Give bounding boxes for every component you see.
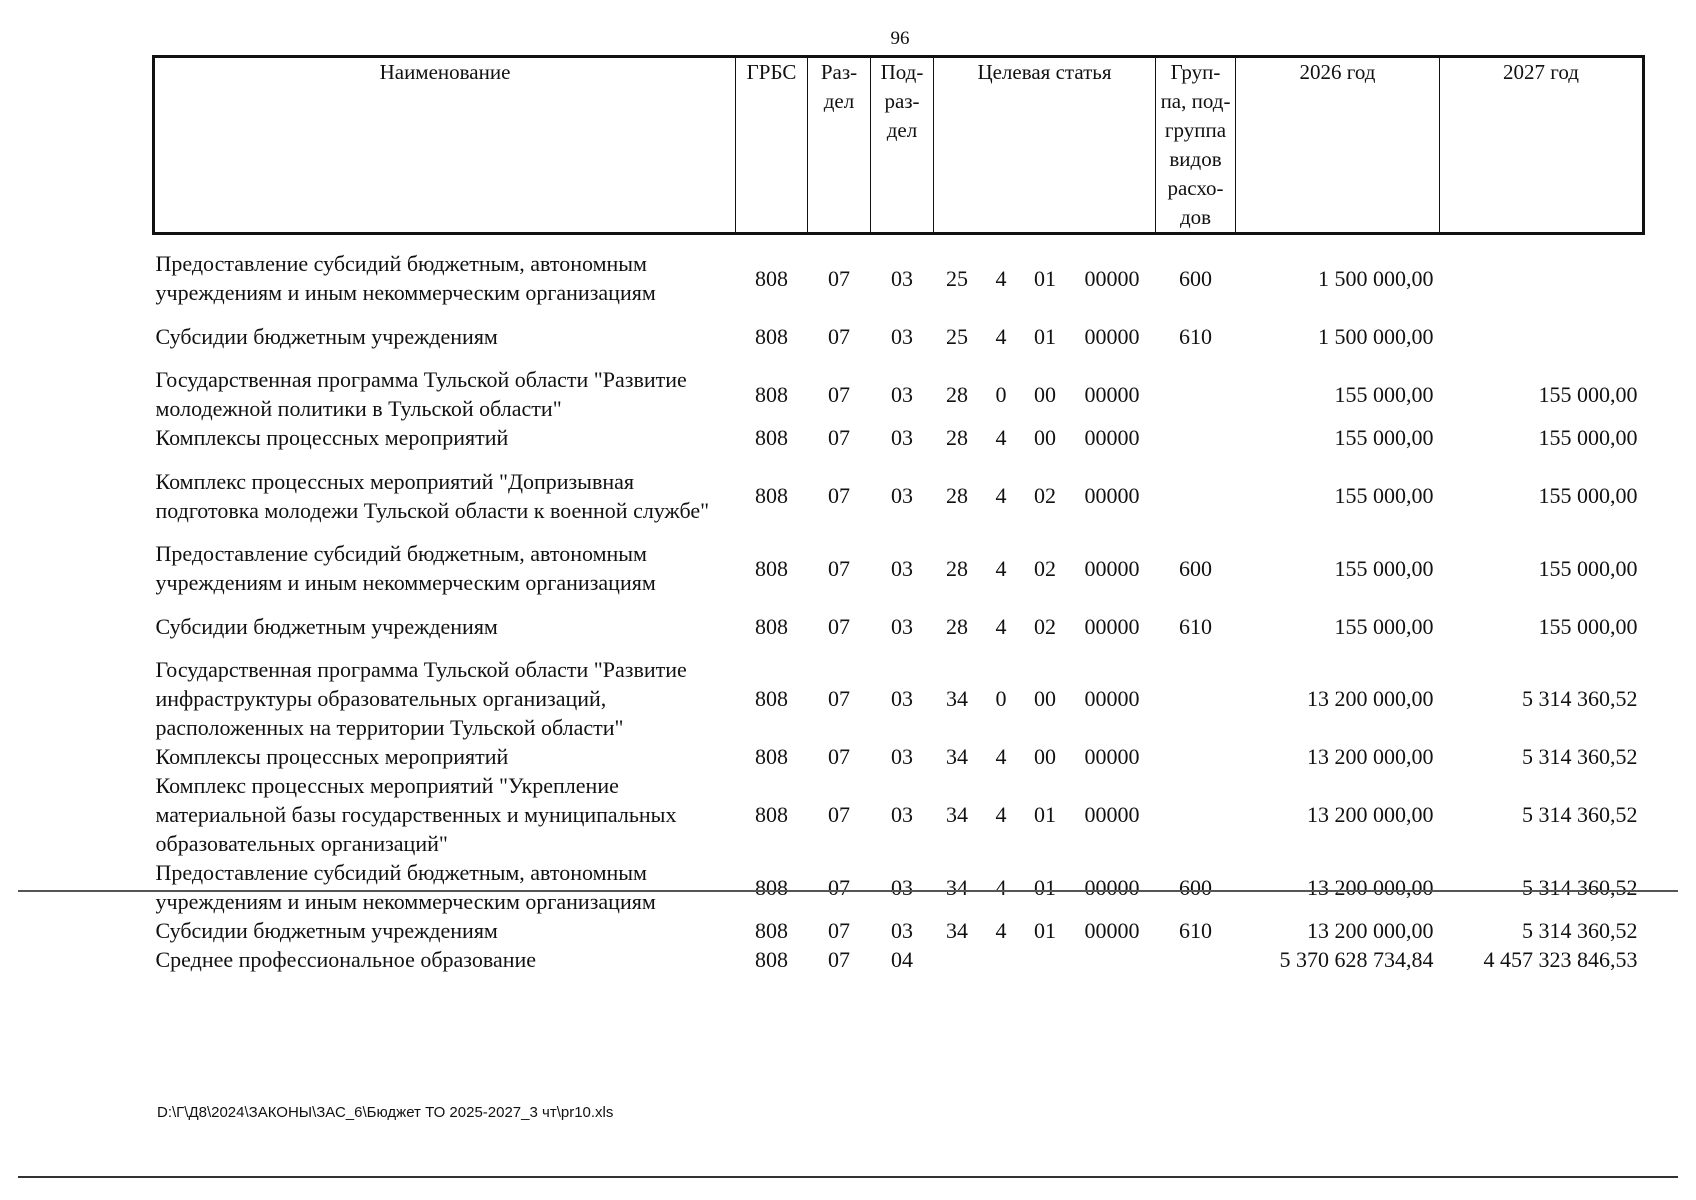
row-podrazdel: 04 — [891, 947, 913, 972]
row-cs-type: 4 — [995, 323, 1007, 349]
row-grbs: 808 — [755, 947, 788, 972]
row-podrazdel: 03 — [891, 483, 913, 508]
row-amount-2027: 155 000,00 — [1538, 555, 1638, 581]
row-vid-rashodov — [1156, 945, 1236, 974]
row-name: Субсидии бюджетным учреждениям — [155, 323, 498, 349]
row-name: Государственная программа Тульской области "Развитие молодежной политики в Тульской области" — [155, 367, 687, 421]
row-cs-structural: 01 — [1034, 874, 1056, 900]
row-cs-type: 0 — [995, 686, 1007, 711]
row-amount-2026: 1 500 000,00 — [1318, 265, 1434, 291]
row-podrazdel: 03 — [891, 265, 913, 291]
row-grbs: 808 — [755, 265, 788, 291]
row-cs-program: 28 — [946, 555, 968, 581]
row-vid-rashodov — [1156, 742, 1236, 771]
row-cs-program: 34 — [946, 918, 968, 943]
row-cs-program: 28 — [946, 613, 968, 639]
row-vid-rashodov — [1156, 655, 1236, 742]
table-row — [154, 945, 1644, 974]
row-cs-type — [981, 945, 1022, 974]
row-vid-rashodov — [1156, 423, 1236, 452]
row-amount-2027: 155 000,00 — [1538, 425, 1638, 450]
table-row — [154, 597, 1644, 655]
row-amount-2027: 5 314 360,52 — [1522, 874, 1638, 900]
row-vid-rashodov — [1156, 452, 1236, 539]
row-name: Предоставление субсидий бюджетным, автономным учреждениям и иным некоммерческим организациям — [155, 860, 656, 914]
row-amount-2026: 13 200 000,00 — [1307, 802, 1434, 827]
row-grbs: 808 — [755, 802, 788, 827]
row-cs-direction — [1069, 945, 1156, 974]
row-cs-structural: 01 — [1034, 265, 1056, 291]
row-podrazdel: 03 — [891, 613, 913, 639]
row-cs-type: 4 — [995, 555, 1007, 581]
table-row — [154, 916, 1644, 945]
row-name: Субсидии бюджетным учреждениям — [155, 918, 498, 943]
row-cs-program: 28 — [946, 483, 968, 508]
row-grbs: 808 — [755, 483, 788, 508]
header-grbs: ГРБС — [736, 57, 808, 234]
row-amount-2027: 5 314 360,52 — [1522, 918, 1638, 943]
row-amount-2027: 155 000,00 — [1538, 381, 1638, 407]
row-razdel: 07 — [828, 918, 850, 943]
row-razdel: 07 — [828, 874, 850, 900]
bottom-rule — [18, 1176, 1678, 1178]
row-razdel: 07 — [828, 613, 850, 639]
row-cs-structural: 02 — [1034, 555, 1056, 581]
row-podrazdel: 03 — [891, 323, 913, 349]
row-razdel: 07 — [828, 265, 850, 291]
row-vid-rashodov: 610 — [1179, 918, 1212, 943]
row-amount-2026: 13 200 000,00 — [1307, 874, 1434, 900]
row-razdel: 07 — [828, 323, 850, 349]
row-podrazdel: 03 — [891, 686, 913, 711]
table-row — [154, 771, 1644, 858]
row-amount-2026: 13 200 000,00 — [1307, 744, 1434, 769]
row-razdel: 07 — [828, 802, 850, 827]
row-amount-2027: 5 314 360,52 — [1522, 744, 1638, 769]
row-grbs: 808 — [755, 918, 788, 943]
row-grbs: 808 — [755, 381, 788, 407]
row-cs-program: 34 — [946, 744, 968, 769]
row-amount-2026: 13 200 000,00 — [1307, 918, 1434, 943]
row-grbs: 808 — [755, 323, 788, 349]
row-cs-structural: 00 — [1034, 381, 1056, 407]
row-name: Предоставление субсидий бюджетным, автономным учреждениям и иным некоммерческим организациям — [155, 541, 656, 595]
row-cs-program: 34 — [946, 802, 968, 827]
row-razdel: 07 — [828, 381, 850, 407]
row-amount-2027: 5 314 360,52 — [1522, 802, 1638, 827]
row-razdel: 07 — [828, 425, 850, 450]
row-cs-type: 4 — [995, 613, 1007, 639]
row-name: Комплекс процессных мероприятий "Допризывная подготовка молодежи Тульской области к военной службе" — [155, 468, 710, 523]
row-amount-2027: 4 457 323 846,53 — [1483, 947, 1638, 972]
row-vid-rashodov: 600 — [1179, 874, 1212, 900]
row-razdel: 07 — [828, 483, 850, 508]
row-name: Государственная программа Тульской области "Развитие инфраструктуры образовательных организаций, расположенных на территории Тульской области" — [155, 657, 687, 740]
row-amount-2026: 155 000,00 — [1334, 613, 1434, 639]
row-cs-direction: 00000 — [1084, 918, 1140, 943]
row-cs-type: 4 — [995, 265, 1007, 291]
row-cs-program: 34 — [946, 874, 968, 900]
table-row — [154, 365, 1644, 423]
row-podrazdel: 03 — [891, 802, 913, 827]
table-row — [154, 234, 1644, 308]
row-cs-direction: 00000 — [1084, 686, 1140, 711]
row-amount-2027: 5 314 360,52 — [1522, 686, 1638, 711]
row-vid-rashodov: 600 — [1179, 555, 1212, 581]
row-amount-2026: 5 370 628 734,84 — [1279, 947, 1434, 972]
row-name: Комплекс процессных мероприятий "Укрепление материальной базы государственных и муниципальных образовательных организаций" — [155, 773, 677, 856]
row-name: Комплексы процессных мероприятий — [155, 425, 509, 450]
row-cs-program: 25 — [946, 323, 968, 349]
row-cs-program — [934, 945, 981, 974]
row-cs-direction: 00000 — [1084, 555, 1140, 581]
header-name: Наименование — [154, 57, 736, 234]
header-year-2026: 2026 год — [1236, 57, 1440, 234]
row-grbs: 808 — [755, 425, 788, 450]
row-razdel: 07 — [828, 686, 850, 711]
row-cs-program: 28 — [946, 425, 968, 450]
row-vid-rashodov — [1156, 365, 1236, 423]
row-cs-direction: 00000 — [1084, 381, 1140, 407]
header-razdel: Раз-дел — [808, 57, 871, 234]
row-cs-direction: 00000 — [1084, 613, 1140, 639]
row-grbs: 808 — [755, 874, 788, 900]
row-vid-rashodov: 600 — [1179, 265, 1212, 291]
row-cs-direction: 00000 — [1084, 265, 1140, 291]
scan-divider-line — [18, 890, 1678, 892]
row-cs-type: 4 — [995, 483, 1007, 508]
file-path: D:\Г\Д8\2024\ЗАКОНЫ\ЗАС_6\Бюджет ТО 2025-2027_3 чт\pr10.xls — [157, 1104, 614, 1121]
row-amount-2026: 155 000,00 — [1334, 425, 1434, 450]
row-cs-program: 25 — [946, 265, 968, 291]
row-grbs: 808 — [755, 555, 788, 581]
row-cs-program: 34 — [946, 686, 968, 711]
row-amount-2026: 155 000,00 — [1334, 483, 1434, 508]
row-cs-type: 4 — [995, 802, 1007, 827]
row-name: Предоставление субсидий бюджетным, автономным учреждениям и иным некоммерческим организациям — [155, 251, 656, 305]
row-podrazdel: 03 — [891, 744, 913, 769]
row-amount-2026: 155 000,00 — [1334, 555, 1434, 581]
row-vid-rashodov — [1156, 771, 1236, 858]
row-name: Среднее профессиональное образование — [155, 947, 537, 972]
row-cs-type: 4 — [995, 918, 1007, 943]
header-year-2027: 2027 год — [1440, 57, 1644, 234]
row-cs-program: 28 — [946, 381, 968, 407]
row-vid-rashodov: 610 — [1179, 613, 1212, 639]
row-amount-2027: 155 000,00 — [1538, 613, 1638, 639]
row-cs-structural: 00 — [1034, 744, 1056, 769]
row-podrazdel: 03 — [891, 381, 913, 407]
row-podrazdel: 03 — [891, 918, 913, 943]
table-row — [154, 423, 1644, 452]
row-cs-type: 0 — [995, 381, 1007, 407]
row-amount-2027 — [1440, 234, 1644, 308]
row-cs-structural: 01 — [1034, 323, 1056, 349]
row-cs-type: 4 — [995, 744, 1007, 769]
row-podrazdel: 03 — [891, 555, 913, 581]
row-vid-rashodov: 610 — [1179, 323, 1212, 349]
row-razdel: 07 — [828, 555, 850, 581]
header-celevaya-statya: Целевая статья — [934, 57, 1156, 234]
row-cs-structural: 01 — [1034, 918, 1056, 943]
row-cs-type: 4 — [995, 425, 1007, 450]
row-razdel: 07 — [828, 947, 850, 972]
row-cs-direction: 00000 — [1084, 802, 1140, 827]
row-amount-2026: 13 200 000,00 — [1307, 686, 1434, 711]
row-cs-structural: 00 — [1034, 686, 1056, 711]
row-cs-structural: 02 — [1034, 613, 1056, 639]
row-cs-type: 4 — [995, 874, 1007, 900]
row-podrazdel: 03 — [891, 425, 913, 450]
row-grbs: 808 — [755, 613, 788, 639]
row-amount-2026: 1 500 000,00 — [1318, 323, 1434, 349]
row-cs-structural: 02 — [1034, 483, 1056, 508]
row-grbs: 808 — [755, 744, 788, 769]
table-row — [154, 858, 1644, 916]
row-cs-direction: 00000 — [1084, 323, 1140, 349]
row-grbs: 808 — [755, 686, 788, 711]
row-razdel: 07 — [828, 744, 850, 769]
row-cs-structural: 01 — [1034, 802, 1056, 827]
row-cs-direction: 00000 — [1084, 744, 1140, 769]
table-row — [154, 539, 1644, 597]
row-cs-direction: 00000 — [1084, 425, 1140, 450]
header-vid-rashodov: Груп-па, под-группа видов расхо-дов — [1156, 57, 1236, 234]
row-amount-2027: 155 000,00 — [1538, 483, 1638, 508]
page-number: 96 — [890, 28, 910, 49]
row-cs-direction: 00000 — [1084, 483, 1140, 508]
table-row — [154, 742, 1644, 771]
budget-table — [152, 55, 1645, 974]
row-amount-2026: 155 000,00 — [1334, 381, 1434, 407]
header-podrazdel: Под-раз-дел — [871, 57, 934, 234]
row-cs-structural: 00 — [1034, 425, 1056, 450]
table-row — [154, 452, 1644, 539]
table-row — [154, 307, 1644, 365]
table-body — [154, 234, 1644, 975]
row-name: Субсидии бюджетным учреждениям — [155, 613, 498, 639]
row-amount-2027 — [1440, 307, 1644, 365]
table-header-row — [154, 57, 1644, 234]
row-podrazdel: 03 — [891, 874, 913, 900]
row-name: Комплексы процессных мероприятий — [155, 744, 509, 769]
row-cs-structural — [1022, 945, 1069, 974]
row-cs-direction: 00000 — [1084, 874, 1140, 900]
table-row — [154, 655, 1644, 742]
